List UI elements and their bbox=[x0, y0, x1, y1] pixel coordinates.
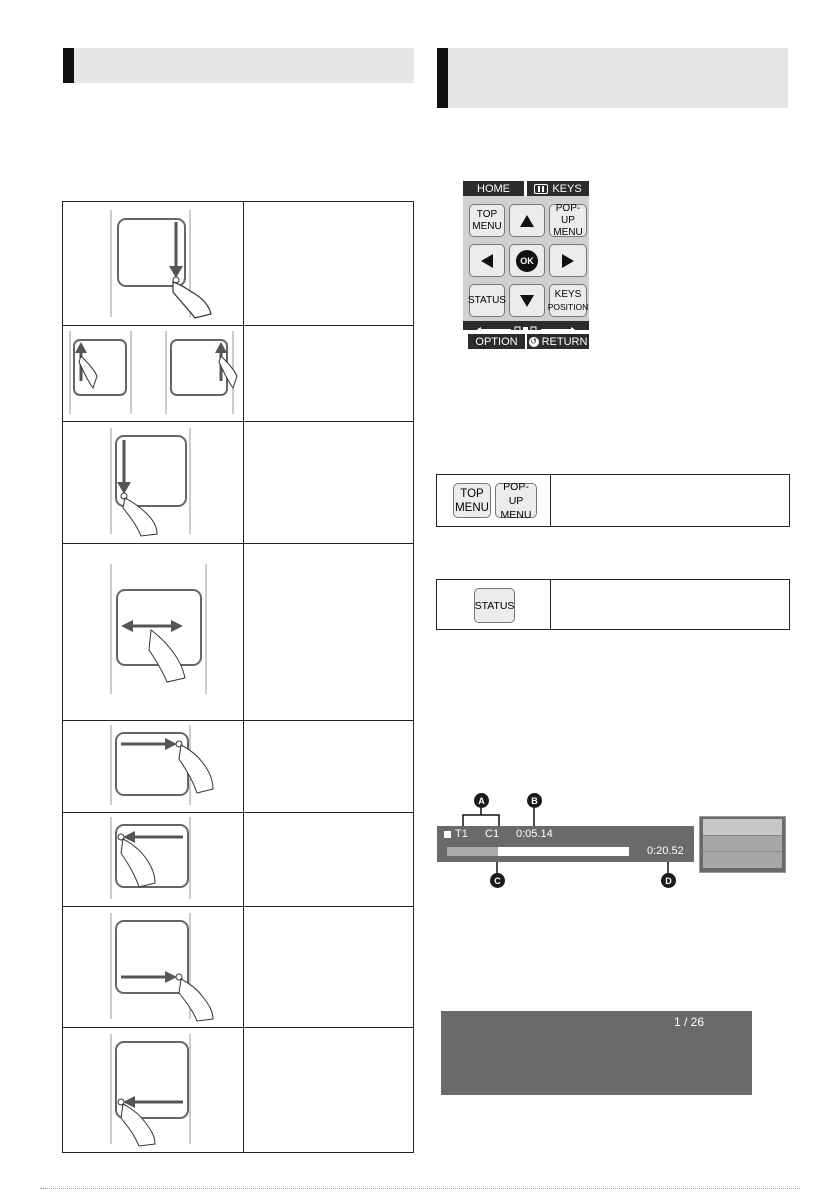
status-display bbox=[437, 793, 787, 893]
gesture-illustration bbox=[63, 422, 244, 544]
keys-position-button[interactable] bbox=[549, 284, 587, 317]
swipe-down-left-edge-icon bbox=[63, 422, 243, 538]
top-menu-button[interactable] bbox=[453, 483, 491, 518]
keys-position-line1: KEYS bbox=[554, 288, 582, 300]
status-button[interactable] bbox=[474, 588, 515, 623]
top-menu-line1: TOP bbox=[476, 208, 498, 220]
table-row bbox=[63, 202, 414, 326]
table-row bbox=[63, 907, 414, 1028]
gesture-illustration bbox=[63, 202, 244, 326]
return-key-label: RETURN bbox=[541, 335, 588, 348]
popup-menu-button[interactable] bbox=[549, 204, 587, 237]
gesture-illustration bbox=[63, 721, 244, 813]
down-button[interactable] bbox=[509, 284, 545, 317]
gesture-description bbox=[244, 326, 414, 422]
status-bar bbox=[437, 826, 694, 862]
elapsed-time: 0:05.14 bbox=[516, 828, 553, 840]
table-row bbox=[63, 326, 414, 422]
menu-buttons-table bbox=[436, 474, 790, 527]
status-label: STATUS bbox=[474, 599, 515, 612]
swipe-down-right-edge-icon bbox=[63, 202, 243, 320]
swipe-left-right-icon bbox=[63, 544, 243, 715]
gesture-illustration bbox=[63, 1028, 244, 1153]
table-row bbox=[63, 1028, 414, 1153]
right-section-header bbox=[437, 48, 788, 108]
callout-leaders-top bbox=[437, 807, 557, 827]
top-menu-line2: MENU bbox=[472, 220, 502, 232]
menu-buttons-divider bbox=[550, 475, 551, 526]
gesture-illustration bbox=[63, 907, 244, 1028]
return-icon: ↺ bbox=[530, 336, 537, 346]
gesture-illustration bbox=[63, 326, 244, 422]
gesture-table bbox=[62, 201, 414, 1153]
gesture-description bbox=[244, 907, 414, 1028]
popup-menu-line2: MENU bbox=[553, 226, 583, 238]
page-footer-line bbox=[40, 1188, 800, 1189]
arrow-right-icon bbox=[562, 254, 574, 268]
stop-icon bbox=[444, 831, 451, 838]
callout-b: B bbox=[527, 793, 542, 808]
total-time: 0:20.52 bbox=[647, 845, 684, 857]
keys-position-line2: POSITION bbox=[547, 301, 589, 312]
table-row bbox=[63, 721, 414, 813]
gesture-illustration bbox=[63, 544, 244, 721]
status-button[interactable] bbox=[469, 284, 505, 317]
gesture-description bbox=[244, 813, 414, 907]
option-panel bbox=[699, 816, 786, 873]
gesture-description bbox=[244, 721, 414, 813]
option-panel-item[interactable] bbox=[703, 819, 782, 836]
swipe-left-bottom-icon bbox=[63, 1028, 243, 1147]
swipe-right-top-icon bbox=[63, 721, 243, 807]
status-table-divider bbox=[550, 580, 551, 629]
popup-menu-line1: POP-UP bbox=[555, 202, 581, 226]
popup-menu-line1: POP-UP bbox=[503, 480, 529, 507]
title-number: T1 bbox=[455, 828, 468, 840]
remote-keypad bbox=[463, 181, 589, 349]
info-panel bbox=[441, 1011, 752, 1095]
callout-d: D bbox=[661, 873, 676, 888]
left-button[interactable] bbox=[469, 244, 505, 277]
return-key[interactable] bbox=[527, 334, 589, 349]
home-key[interactable] bbox=[463, 181, 524, 196]
progress-track bbox=[447, 847, 629, 856]
arrow-down-icon bbox=[520, 295, 534, 307]
status-button-table bbox=[436, 579, 790, 630]
popup-menu-button[interactable] bbox=[495, 480, 537, 521]
arrow-left-icon bbox=[481, 254, 493, 268]
swipe-left-top-icon bbox=[63, 813, 243, 901]
callout-c: C bbox=[490, 873, 505, 888]
progress-fill bbox=[447, 847, 498, 856]
right-button[interactable] bbox=[549, 244, 587, 277]
ok-button[interactable] bbox=[516, 250, 538, 272]
option-panel-item[interactable] bbox=[703, 836, 782, 852]
gesture-description bbox=[244, 1028, 414, 1153]
left-section-header bbox=[63, 48, 414, 83]
option-panel-item[interactable] bbox=[703, 852, 782, 868]
page-counter: 1 / 26 bbox=[674, 1015, 705, 1029]
table-row bbox=[63, 544, 414, 721]
table-row bbox=[63, 422, 414, 544]
header-marker bbox=[63, 48, 74, 83]
callout-leaders-bottom bbox=[437, 862, 694, 880]
top-menu-line1: TOP bbox=[460, 487, 484, 500]
arrow-up-icon bbox=[520, 215, 534, 227]
gesture-description bbox=[244, 202, 414, 326]
keys-key[interactable] bbox=[527, 181, 589, 196]
keys-key-label: KEYS bbox=[552, 182, 582, 195]
ok-button-frame bbox=[509, 244, 545, 277]
gesture-illustration bbox=[63, 813, 244, 907]
callout-a: A bbox=[474, 793, 489, 808]
swipe-right-bottom-icon bbox=[63, 907, 243, 1022]
status-label: STATUS bbox=[468, 294, 506, 306]
option-key[interactable] bbox=[468, 334, 525, 349]
table-row bbox=[63, 813, 414, 907]
chapter-number: C1 bbox=[485, 828, 500, 840]
gesture-description bbox=[244, 544, 414, 721]
gesture-description bbox=[244, 422, 414, 544]
top-menu-button[interactable] bbox=[469, 204, 505, 237]
header-marker bbox=[437, 48, 448, 108]
home-key-label: HOME bbox=[477, 182, 510, 195]
top-menu-line2: MENU bbox=[455, 501, 489, 514]
pause-icon bbox=[534, 184, 548, 194]
popup-menu-line2: MENU bbox=[500, 508, 532, 521]
position-indicator bbox=[463, 321, 589, 330]
ok-label: OK bbox=[520, 255, 534, 266]
option-key-label: OPTION bbox=[475, 335, 518, 348]
up-button[interactable] bbox=[509, 204, 545, 237]
swipe-up-corners-icon bbox=[63, 326, 243, 416]
